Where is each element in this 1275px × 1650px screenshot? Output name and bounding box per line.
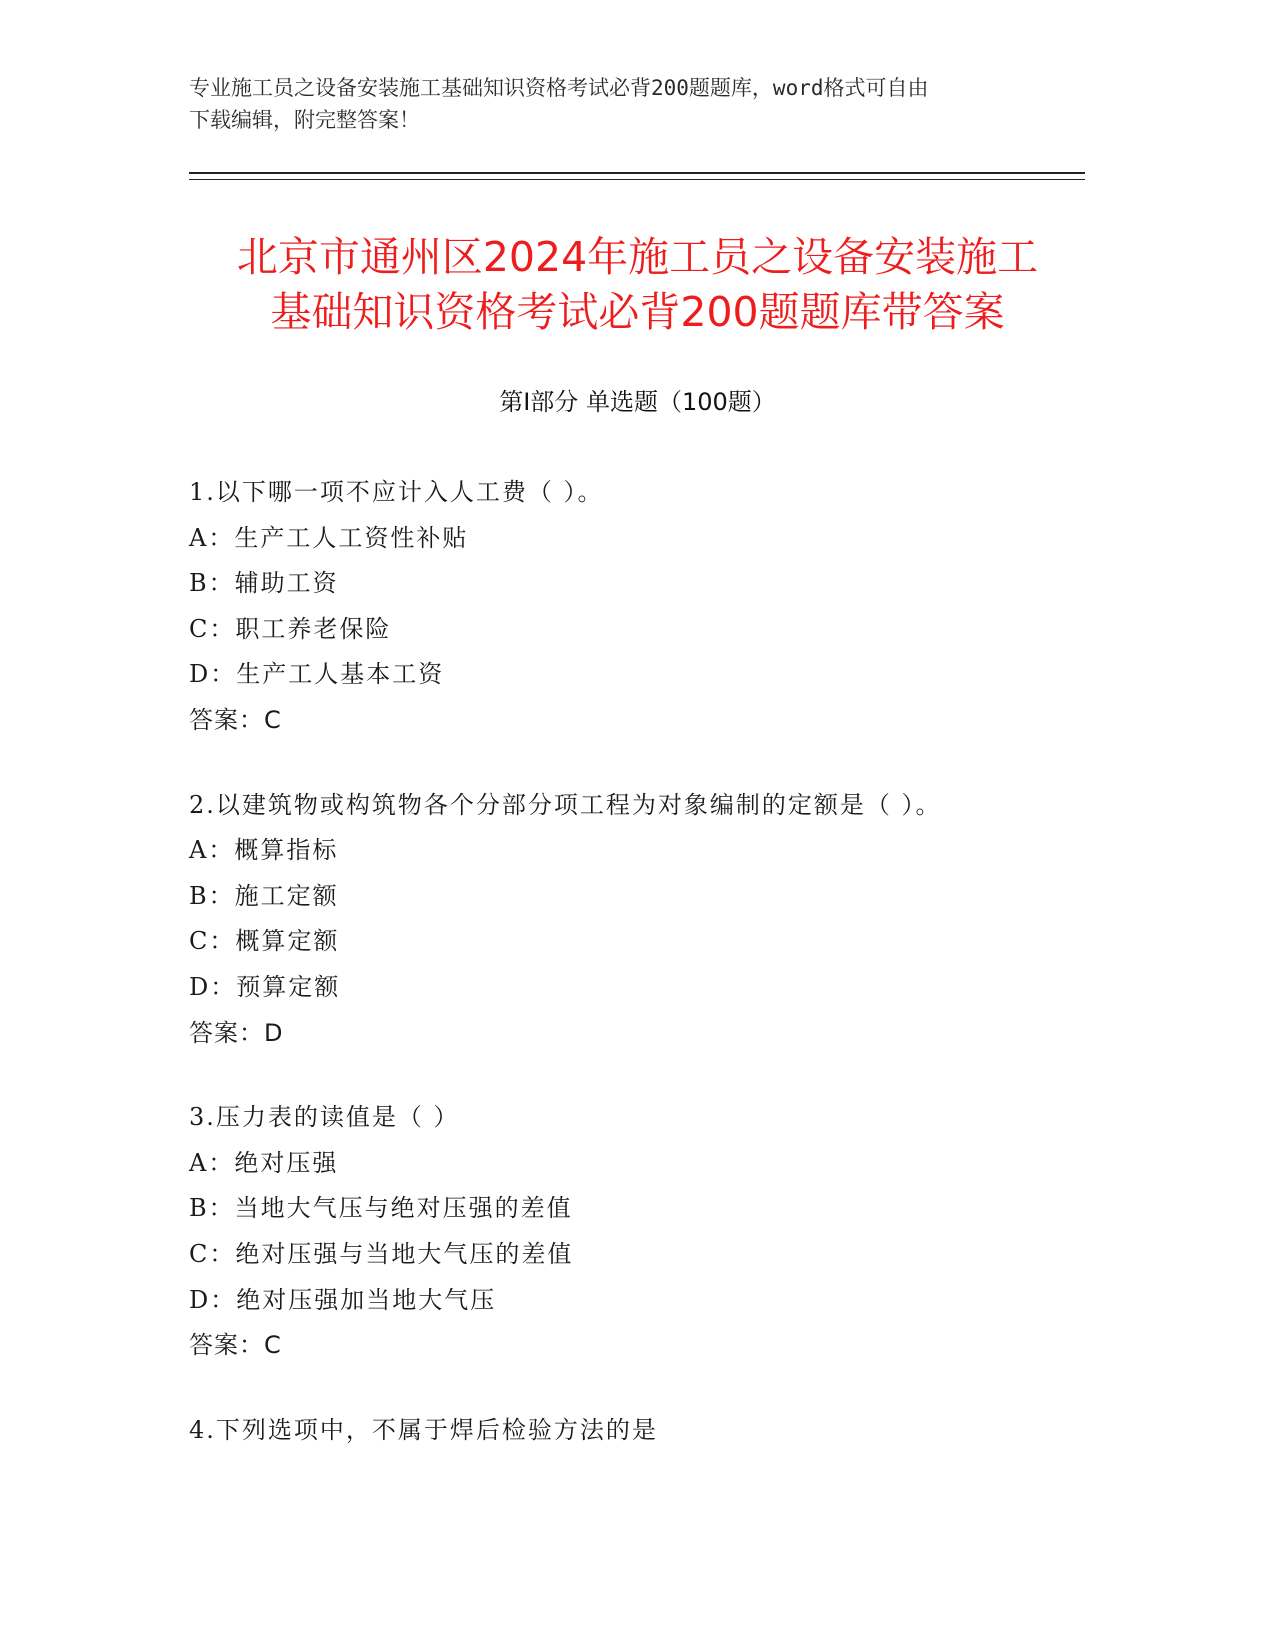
question-3 xyxy=(189,1095,1189,1369)
question-4 xyxy=(189,1408,1189,1454)
title-line-2: 基础知识资格考试必背200题题库带答案 xyxy=(270,288,1005,336)
header-divider-thin xyxy=(189,179,1085,180)
option-a: A：概算指标 xyxy=(189,836,339,865)
question-1 xyxy=(189,470,1189,744)
question-list xyxy=(189,470,1189,1492)
option-b: B：施工定额 xyxy=(189,881,339,910)
option-c: C：概算定额 xyxy=(189,927,340,956)
section-heading: 第Ⅰ部分 单选题（100题） xyxy=(499,388,776,416)
header-note xyxy=(189,72,1089,136)
question-stem: 4.下列选项中，不属于焊后检验方法的是 xyxy=(189,1415,658,1444)
option-c: C：绝对压强与当地大气压的差值 xyxy=(189,1239,574,1268)
header-note-line-2: 下载编辑，附完整答案！ xyxy=(189,108,420,132)
header-divider-thick xyxy=(189,172,1085,174)
option-d: D：绝对压强加当地大气压 xyxy=(189,1285,497,1314)
answer: 答案：C xyxy=(189,705,282,734)
title-line-1: 北京市通州区2024年施工员之设备安装施工 xyxy=(236,233,1039,281)
option-c: C：职工养老保险 xyxy=(189,614,392,643)
option-d: D：预算定额 xyxy=(189,972,341,1001)
option-b: B：当地大气压与绝对压强的差值 xyxy=(189,1194,573,1223)
answer: 答案：D xyxy=(189,1018,284,1047)
document-title xyxy=(100,230,1175,340)
header-note-line-1: 专业施工员之设备安装施工基础知识资格考试必背200题题库，word格式可自由 xyxy=(189,76,929,100)
question-stem: 3.压力表的读值是（ ） xyxy=(189,1103,460,1132)
question-2 xyxy=(189,783,1189,1057)
option-d: D：生产工人基本工资 xyxy=(189,660,445,689)
option-a: A：生产工人工资性补贴 xyxy=(189,523,469,552)
question-stem: 1.以下哪一项不应计入人工费（ ）。 xyxy=(189,478,604,506)
answer: 答案：C xyxy=(189,1331,282,1360)
question-stem: 2.以建筑物或构筑物各个分部分项工程为对象编制的定额是（ ）。 xyxy=(189,790,942,819)
option-a: A：绝对压强 xyxy=(189,1148,339,1177)
option-b: B：辅助工资 xyxy=(189,569,339,598)
